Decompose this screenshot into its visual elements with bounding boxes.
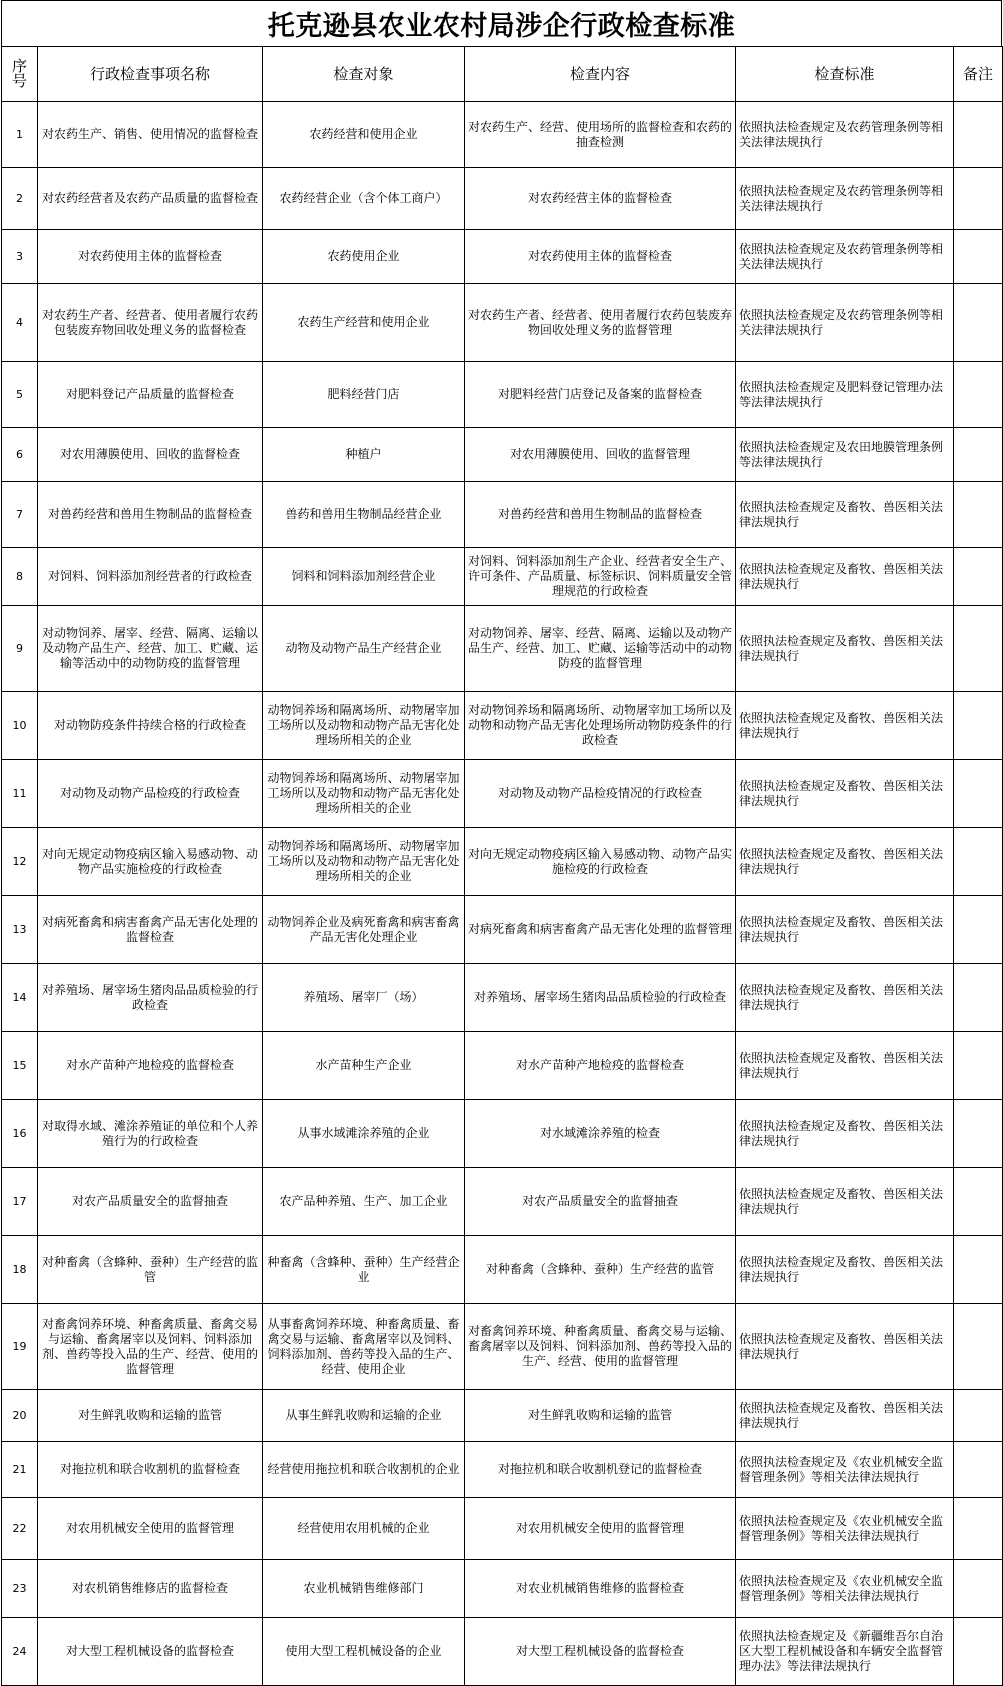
cell-content: 对农药生产者、经营者、使用者履行农药包装废弃物回收处理义务的监督管理 [465,284,736,362]
cell-note [954,828,1003,896]
cell-content: 对水域滩涂养殖的检查 [465,1100,736,1168]
table-row [2,828,1003,896]
cell-target: 肥料经营门店 [263,362,465,428]
table-row [2,1032,1003,1100]
cell-note [954,1168,1003,1236]
cell-standard: 依照执法检查规定及畜牧、兽医相关法律法规执行 [736,548,954,606]
cell-item-name: 对种畜禽（含蜂种、蚕种）生产经营的监管 [38,1236,263,1304]
cell-item-name: 对病死畜禽和病害畜禽产品无害化处理的监督检查 [38,896,263,964]
cell-target: 动物饲养企业及病死畜禽和病害畜禽产品无害化处理企业 [263,896,465,964]
cell-item-name: 对饲料、饲料添加剂经营者的行政检查 [38,548,263,606]
table-row [2,428,1003,482]
cell-number: 9 [2,606,38,692]
cell-target: 动物饲养场和隔离场所、动物屠宰加工场所以及动物和动物产品无害化处理场所相关的企业 [263,828,465,896]
cell-standard: 依照执法检查规定及畜牧、兽医相关法律法规执行 [736,1100,954,1168]
cell-note [954,1442,1003,1498]
cell-content: 对兽药经营和兽用生物制品的监督检查 [465,482,736,548]
cell-item-name: 对向无规定动物疫病区输入易感动物、动物产品实施检疫的行政检查 [38,828,263,896]
cell-content: 对动物饲养场和隔离场所、动物屠宰加工场所以及动物和动物产品无害化处理场所动物防疫条件的行政检查 [465,692,736,760]
cell-standard: 依照执法检查规定及农药管理条例等相关法律法规执行 [736,284,954,362]
table-row [2,606,1003,692]
cell-standard: 依照执法检查规定及《农业机械安全监督管理条例》等相关法律法规执行 [736,1442,954,1498]
cell-target: 种畜禽（含蜂种、蚕种）生产经营企业 [263,1236,465,1304]
table-row [2,1236,1003,1304]
cell-standard: 依照执法检查规定及畜牧、兽医相关法律法规执行 [736,760,954,828]
cell-target: 从事生鲜乳收购和运输的企业 [263,1390,465,1442]
document-title: 托克逊县农业农村局涉企行政检查标准 [1,0,1002,46]
cell-note [954,606,1003,692]
cell-number: 24 [2,1618,38,1686]
cell-item-name: 对农药生产、销售、使用情况的监督检查 [38,102,263,168]
cell-target: 兽药和兽用生物制品经营企业 [263,482,465,548]
cell-standard: 依照执法检查规定及畜牧、兽医相关法律法规执行 [736,692,954,760]
cell-target: 动物饲养场和隔离场所、动物屠宰加工场所以及动物和动物产品无害化处理场所相关的企业 [263,760,465,828]
cell-number: 2 [2,168,38,230]
header-note: 备注 [954,47,1003,102]
table-row [2,1560,1003,1618]
cell-number: 3 [2,230,38,284]
cell-note [954,896,1003,964]
cell-number: 8 [2,548,38,606]
cell-standard: 依照执法检查规定及畜牧、兽医相关法律法规执行 [736,482,954,548]
cell-target: 农业机械销售维修部门 [263,1560,465,1618]
cell-number: 5 [2,362,38,428]
cell-note [954,548,1003,606]
cell-standard: 依照执法检查规定及畜牧、兽医相关法律法规执行 [736,1304,954,1390]
cell-content: 对动物饲养、屠宰、经营、隔离、运输以及动物产品生产、经营、加工、贮藏、运输等活动中的动物防疫的监督管理 [465,606,736,692]
table-row [2,1304,1003,1390]
header-item-name: 行政检查事项名称 [38,47,263,102]
cell-standard: 依照执法检查规定及农药管理条例等相关法律法规执行 [736,168,954,230]
cell-item-name: 对肥料登记产品质量的监督检查 [38,362,263,428]
cell-target: 经营使用拖拉机和联合收割机的企业 [263,1442,465,1498]
cell-item-name: 对农药经营者及农药产品质量的监督检查 [38,168,263,230]
cell-note [954,1236,1003,1304]
cell-target: 农产品种养殖、生产、加工企业 [263,1168,465,1236]
cell-standard: 依照执法检查规定及《农业机械安全监督管理条例》等相关法律法规执行 [736,1560,954,1618]
cell-note [954,964,1003,1032]
cell-note [954,482,1003,548]
cell-target: 经营使用农用机械的企业 [263,1498,465,1560]
cell-number: 21 [2,1442,38,1498]
table-row [2,168,1003,230]
table-row [2,548,1003,606]
cell-number: 22 [2,1498,38,1560]
cell-item-name: 对兽药经营和兽用生物制品的监督检查 [38,482,263,548]
table-row [2,1168,1003,1236]
cell-standard: 依照执法检查规定及畜牧、兽医相关法律法规执行 [736,606,954,692]
table-row [2,230,1003,284]
table-row [2,362,1003,428]
table-row [2,102,1003,168]
table-row [2,964,1003,1032]
cell-number: 14 [2,964,38,1032]
cell-item-name: 对农药使用主体的监督检查 [38,230,263,284]
cell-number: 12 [2,828,38,896]
header-target: 检查对象 [263,47,465,102]
cell-note [954,692,1003,760]
cell-note [954,1498,1003,1560]
cell-number: 11 [2,760,38,828]
cell-item-name: 对取得水域、滩涂养殖证的单位和个人养殖行为的行政检查 [38,1100,263,1168]
cell-number: 16 [2,1100,38,1168]
cell-content: 对养殖场、屠宰场生猪肉品品质检验的行政检查 [465,964,736,1032]
cell-content: 对种畜禽（含蜂种、蚕种）生产经营的监管 [465,1236,736,1304]
cell-content: 对肥料经营门店登记及备案的监督检查 [465,362,736,428]
table-row [2,1442,1003,1498]
table-row [2,896,1003,964]
cell-item-name: 对农药生产者、经营者、使用者履行农药包装废弃物回收处理义务的监督检查 [38,284,263,362]
header-standard: 检查标准 [736,47,954,102]
cell-standard: 依照执法检查规定及《新疆维吾尔自治区大型工程机械设备和车辆安全监督管理办法》等法律法规执行 [736,1618,954,1686]
cell-standard: 依照执法检查规定及畜牧、兽医相关法律法规执行 [736,1236,954,1304]
cell-content: 对农药经营主体的监督检查 [465,168,736,230]
standards-table [1,46,1003,1686]
cell-target: 农药使用企业 [263,230,465,284]
cell-item-name: 对农机销售维修店的监督检查 [38,1560,263,1618]
cell-target: 农药生产经营和使用企业 [263,284,465,362]
table-row [2,1390,1003,1442]
cell-content: 对畜禽饲养环境、种畜禽质量、畜禽交易与运输、畜禽屠宰以及饲料、饲料添加剂、兽药等投入品的生产、经营、使用的监督管理 [465,1304,736,1390]
header-content: 检查内容 [465,47,736,102]
cell-item-name: 对农用机械安全使用的监督管理 [38,1498,263,1560]
cell-content: 对向无规定动物疫病区输入易感动物、动物产品实施检疫的行政检查 [465,828,736,896]
cell-note [954,362,1003,428]
table-row [2,284,1003,362]
cell-content: 对水产苗种产地检疫的监督检查 [465,1032,736,1100]
cell-number: 23 [2,1560,38,1618]
cell-standard: 依照执法检查规定及农药管理条例等相关法律法规执行 [736,230,954,284]
cell-item-name: 对生鲜乳收购和运输的监管 [38,1390,263,1442]
cell-number: 10 [2,692,38,760]
cell-target: 动物及动物产品生产经营企业 [263,606,465,692]
cell-target: 种植户 [263,428,465,482]
cell-target: 水产苗种生产企业 [263,1032,465,1100]
cell-note [954,1560,1003,1618]
cell-content: 对农用机械安全使用的监督管理 [465,1498,736,1560]
cell-content: 对拖拉机和联合收割机登记的监督检查 [465,1442,736,1498]
cell-content: 对动物及动物产品检疫情况的行政检查 [465,760,736,828]
cell-note [954,1100,1003,1168]
cell-standard: 依照执法检查规定及《农业机械安全监督管理条例》等相关法律法规执行 [736,1498,954,1560]
cell-item-name: 对动物饲养、屠宰、经营、隔离、运输以及动物产品生产、经营、加工、贮藏、运输等活动中的动物防疫的监督管理 [38,606,263,692]
cell-number: 17 [2,1168,38,1236]
cell-target: 从事畜禽饲养环境、种畜禽质量、畜禽交易与运输、畜禽屠宰以及饲料、饲料添加剂、兽药等投入品的生产、经营、使用企业 [263,1304,465,1390]
cell-target: 农药经营企业（含个体工商户） [263,168,465,230]
table-row [2,760,1003,828]
table-row [2,1100,1003,1168]
cell-target: 农药经营和使用企业 [263,102,465,168]
cell-standard: 依照执法检查规定及畜牧、兽医相关法律法规执行 [736,964,954,1032]
cell-note [954,230,1003,284]
cell-target: 动物饲养场和隔离场所、动物屠宰加工场所以及动物和动物产品无害化处理场所相关的企业 [263,692,465,760]
document-page [1,0,1002,1686]
cell-item-name: 对动物及动物产品检疫的行政检查 [38,760,263,828]
cell-content: 对大型工程机械设备的监督检查 [465,1618,736,1686]
cell-note [954,1032,1003,1100]
cell-content: 对生鲜乳收购和运输的监管 [465,1390,736,1442]
cell-number: 1 [2,102,38,168]
cell-note [954,428,1003,482]
table-header-row [2,47,1003,102]
cell-number: 18 [2,1236,38,1304]
cell-note [954,1618,1003,1686]
cell-standard: 依照执法检查规定及畜牧、兽医相关法律法规执行 [736,1168,954,1236]
header-number: 序号 [2,47,38,102]
cell-standard: 依照执法检查规定及肥料登记管理办法等法律法规执行 [736,362,954,428]
cell-item-name: 对农用薄膜使用、回收的监督检查 [38,428,263,482]
cell-number: 13 [2,896,38,964]
cell-note [954,168,1003,230]
cell-content: 对饲料、饲料添加剂生产企业、经营者安全生产、许可条件、产品质量、标签标识、饲料质量安全管理规范的行政检查 [465,548,736,606]
cell-standard: 依照执法检查规定及农药管理条例等相关法律法规执行 [736,102,954,168]
cell-content: 对农业机械销售维修的监督检查 [465,1560,736,1618]
cell-item-name: 对农产品质量安全的监督抽查 [38,1168,263,1236]
table-row [2,1498,1003,1560]
cell-number: 15 [2,1032,38,1100]
cell-standard: 依照执法检查规定及畜牧、兽医相关法律法规执行 [736,1032,954,1100]
cell-standard: 依照执法检查规定及农田地膜管理条例等法律法规执行 [736,428,954,482]
cell-target: 使用大型工程机械设备的企业 [263,1618,465,1686]
cell-item-name: 对水产苗种产地检疫的监督检查 [38,1032,263,1100]
cell-standard: 依照执法检查规定及畜牧、兽医相关法律法规执行 [736,828,954,896]
cell-standard: 依照执法检查规定及畜牧、兽医相关法律法规执行 [736,1390,954,1442]
cell-item-name: 对养殖场、屠宰场生猪肉品品质检验的行政检查 [38,964,263,1032]
cell-number: 19 [2,1304,38,1390]
cell-content: 对病死畜禽和病害畜禽产品无害化处理的监督管理 [465,896,736,964]
cell-number: 4 [2,284,38,362]
cell-target: 饲料和饲料添加剂经营企业 [263,548,465,606]
cell-note [954,760,1003,828]
cell-number: 7 [2,482,38,548]
cell-number: 6 [2,428,38,482]
cell-content: 对农用薄膜使用、回收的监督管理 [465,428,736,482]
cell-standard: 依照执法检查规定及畜牧、兽医相关法律法规执行 [736,896,954,964]
cell-number: 20 [2,1390,38,1442]
cell-content: 对农产品质量安全的监督抽查 [465,1168,736,1236]
table-row [2,692,1003,760]
cell-content: 对农药使用主体的监督检查 [465,230,736,284]
cell-note [954,1304,1003,1390]
cell-item-name: 对拖拉机和联合收割机的监督检查 [38,1442,263,1498]
cell-item-name: 对动物防疫条件持续合格的行政检查 [38,692,263,760]
cell-note [954,1390,1003,1442]
table-body [2,102,1003,1686]
cell-content: 对农药生产、经营、使用场所的监督检查和农药的抽查检测 [465,102,736,168]
cell-target: 从事水域滩涂养殖的企业 [263,1100,465,1168]
cell-note [954,284,1003,362]
table-row [2,1618,1003,1686]
cell-item-name: 对畜禽饲养环境、种畜禽质量、畜禽交易与运输、畜禽屠宰以及饲料、饲料添加剂、兽药等投入品的生产、经营、使用的监督管理 [38,1304,263,1390]
cell-item-name: 对大型工程机械设备的监督检查 [38,1618,263,1686]
table-row [2,482,1003,548]
cell-note [954,102,1003,168]
cell-target: 养殖场、屠宰厂（场） [263,964,465,1032]
